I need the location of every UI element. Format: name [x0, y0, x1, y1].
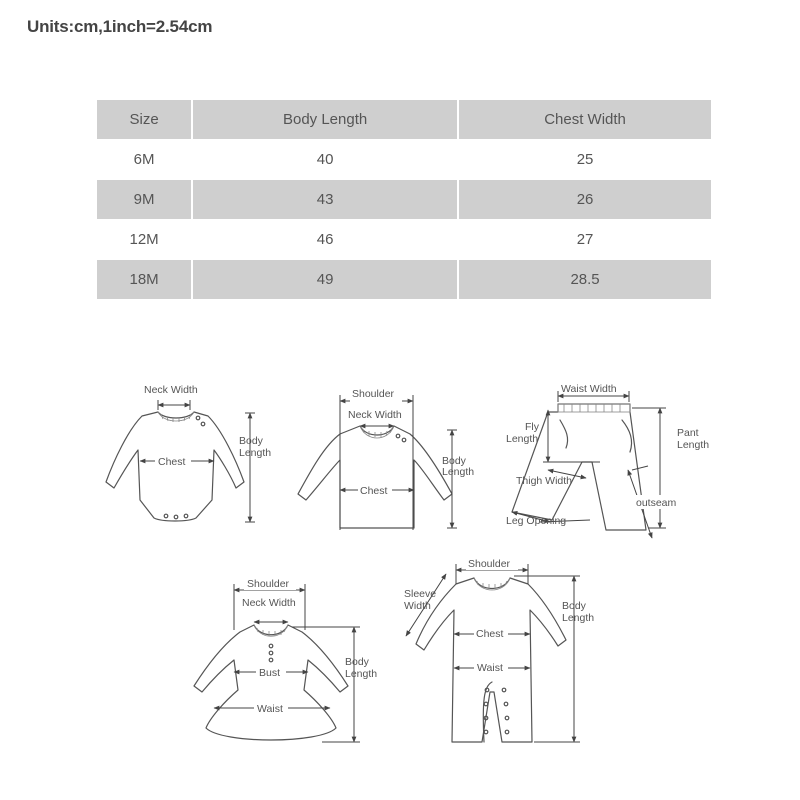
romper-chest-label: Chest: [476, 628, 504, 640]
sweater-chest-label: Chest: [360, 485, 388, 497]
dress-body-label: Body: [345, 656, 369, 668]
pants-fly-length-label: Length: [506, 433, 539, 445]
cell-size: 12M: [97, 220, 193, 260]
header-body-length: Body Length: [193, 100, 459, 140]
dress-diagram: [194, 576, 377, 742]
cell-size: 9M: [97, 180, 193, 220]
sweater-diagram: [298, 388, 474, 530]
pants-diagram: [506, 383, 709, 538]
romper-shoulder-label: Shoulder: [468, 558, 511, 570]
dress-waist-label: Waist: [257, 703, 283, 715]
romper-sleeve-label: Sleeve: [404, 588, 437, 600]
header-chest-width: Chest Width: [459, 100, 711, 140]
cell-chest-width: 28.5: [459, 260, 711, 300]
cell-body-length: 40: [193, 140, 459, 180]
romper-length-label: Length: [562, 612, 595, 624]
sweater-length-label: Length: [442, 466, 475, 478]
bodysuit-neck-label: Neck Width: [144, 384, 198, 396]
header-size: Size: [97, 100, 193, 140]
bodysuit-diagram: [106, 384, 271, 522]
romper-body-label: Body: [562, 600, 586, 612]
pants-waist-label: Waist Width: [561, 383, 617, 395]
pants-fly-label: Fly: [525, 421, 539, 433]
romper-sleeve-width-label: Width: [404, 600, 431, 612]
cell-body-length: 49: [193, 260, 459, 300]
romper-waist-label: Waist: [477, 662, 503, 674]
cell-chest-width: 27: [459, 220, 711, 260]
sweater-outline: [298, 426, 452, 528]
dress-outline: [194, 625, 348, 740]
cell-size: 6M: [97, 140, 193, 180]
dress-bust-label: Bust: [259, 667, 281, 679]
cell-size: 18M: [97, 260, 193, 300]
romper-diagram: [404, 556, 594, 742]
sweater-body-label: Body: [442, 455, 466, 467]
pants-thigh-label: Thigh Width: [516, 475, 573, 487]
pants-outseam-label: outseam: [636, 497, 677, 509]
units-note: Units:cm,1inch=2.54cm: [27, 17, 213, 36]
bodysuit-length-label: Length: [239, 447, 272, 459]
sweater-neck-label: Neck Width: [348, 409, 402, 421]
dress-shoulder-label: Shoulder: [247, 578, 290, 590]
cell-chest-width: 26: [459, 180, 711, 220]
cell-chest-width: 25: [459, 140, 711, 180]
pants-pant-label: Pant: [677, 427, 699, 439]
dress-length-label: Length: [345, 668, 378, 680]
dress-neck-label: Neck Width: [242, 597, 296, 609]
pants-leg-label: Leg Opening: [506, 515, 567, 527]
cell-body-length: 43: [193, 180, 459, 220]
romper-outline: [416, 578, 566, 742]
bodysuit-body-label: Body: [239, 435, 263, 447]
cell-body-length: 46: [193, 220, 459, 260]
pants-pant-length-label: Length: [677, 439, 710, 451]
sweater-shoulder-label: Shoulder: [352, 388, 395, 400]
bodysuit-chest-label: Chest: [158, 456, 186, 468]
